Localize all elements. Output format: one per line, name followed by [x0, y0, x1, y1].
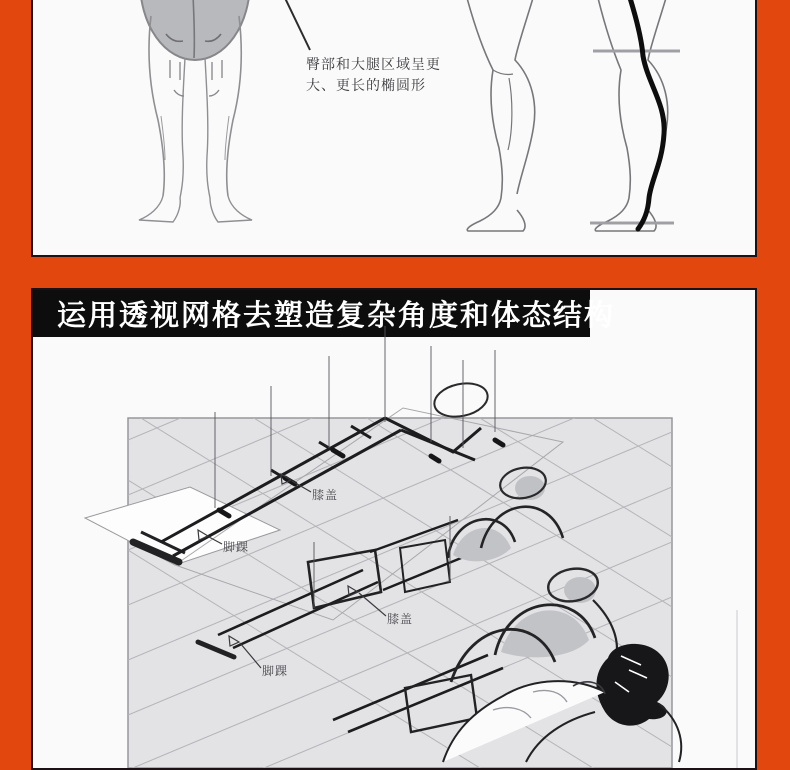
perspective-grid-panel	[31, 288, 757, 770]
side-view-leg-with-curve	[590, 0, 680, 231]
back-view-legs-sketch	[139, 0, 252, 222]
annotation-line-2: 大、更长的椭圆形	[306, 77, 426, 93]
label-ankle-2: 脚踝	[262, 664, 289, 678]
annotation-leader-line	[285, 0, 310, 50]
annotation-line-1: 臀部和大腿区域呈更	[306, 56, 441, 72]
leg-anatomy-drawing	[33, 0, 755, 253]
hip-ellipse-annotation	[306, 54, 441, 96]
side-view-leg-plain	[467, 0, 535, 231]
label-knee-1: 膝盖	[312, 488, 339, 502]
top-illustration-panel	[31, 0, 757, 257]
section-title: 运用透视网格去塑造复杂角度和体态结构	[57, 300, 616, 332]
label-ankle-1: 脚踝	[223, 540, 250, 554]
label-knee-2: 膝盖	[387, 612, 414, 626]
perspective-grid-drawing	[33, 290, 755, 768]
